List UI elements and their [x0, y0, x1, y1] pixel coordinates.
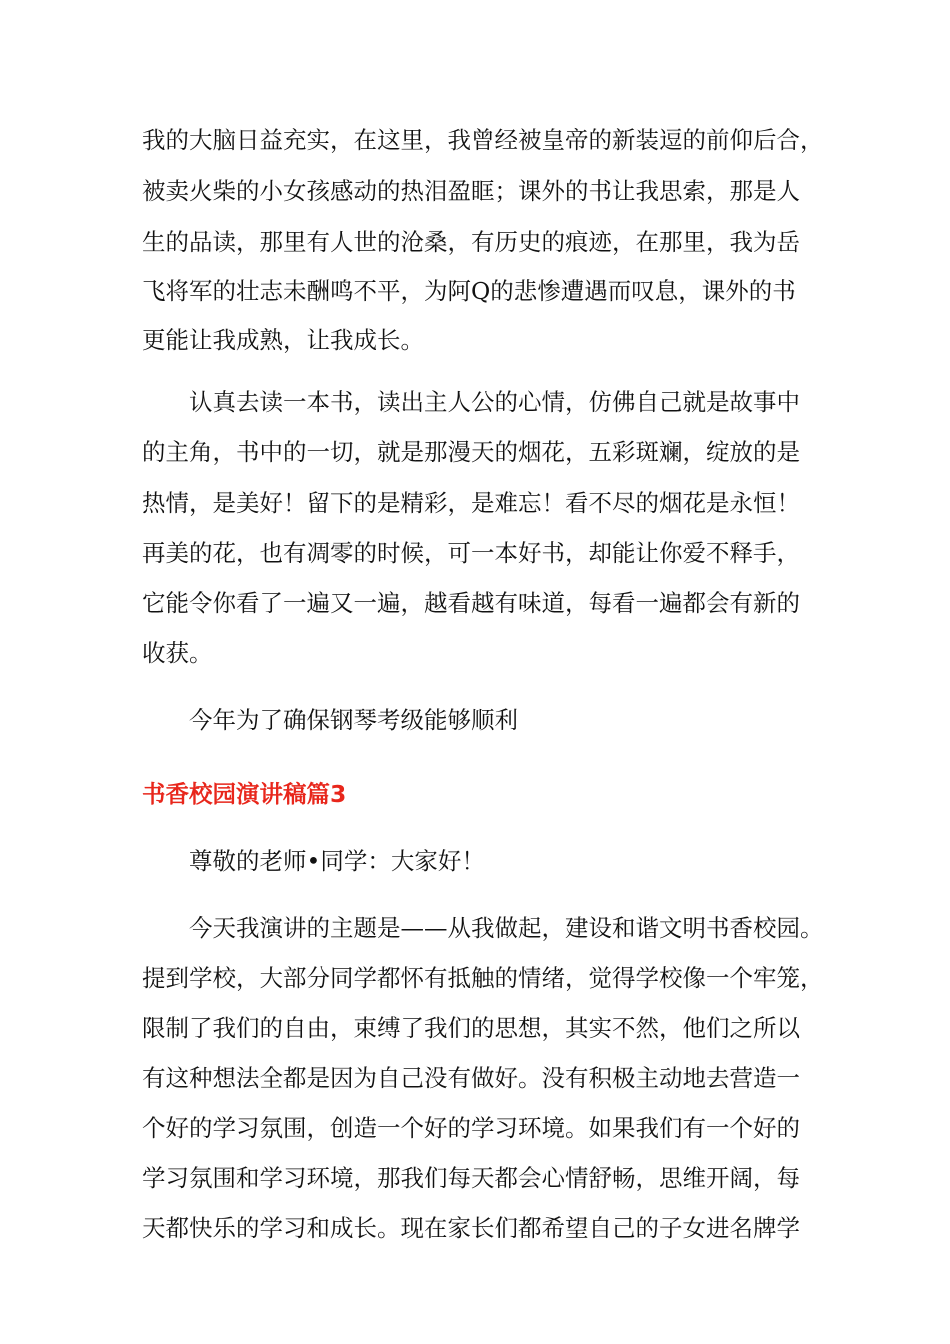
section-heading: 书香校园演讲稿篇3 [142, 780, 347, 808]
paragraph-4-line-6: 学习氛围和学习环境，那我们每天都会心情舒畅，思维开阔，每 [142, 1164, 800, 1192]
paragraph-2-line-1: 认真去读一本书，读出主人公的心情，仿佛自己就是故事中 [189, 388, 800, 416]
paragraph-1-line-4: 飞将军的壮志未酬鸣不平，为阿Q的悲惨遭遇而叹息，课外的书 [142, 277, 796, 305]
paragraph-4-line-2: 提到学校，大部分同学都怀有抵触的情绪，觉得学校像一个牢笼， [142, 964, 824, 992]
paragraph-2-line-2: 的主角，书中的一切，就是那漫天的烟花，五彩斑斓，绽放的是 [142, 438, 800, 466]
greeting: 尊敬的老师•同学：大家好！ [189, 847, 485, 875]
paragraph-3: 今年为了确保钢琴考级能够顺利 [189, 706, 518, 734]
paragraph-1-line-3: 生的品读，那里有人世的沧桑，有历史的痕迹，在那里，我为岳 [142, 228, 800, 256]
paragraph-2-line-5: 它能令你看了一遍又一遍，越看越有味道，每看一遍都会有新的 [142, 589, 800, 617]
paragraph-4-line-1: 今天我演讲的主题是——从我做起，建设和谐文明书香校园。 [189, 914, 824, 942]
paragraph-1-line-1: 我的大脑日益充实，在这里，我曾经被皇帝的新装逗的前仰后合， [142, 126, 824, 154]
paragraph-1-line-2: 被卖火柴的小女孩感动的热泪盈眶；课外的书让我思索，那是人 [142, 177, 800, 205]
paragraph-4-line-5: 个好的学习氛围，创造一个好的学习环境。如果我们有一个好的 [142, 1114, 800, 1142]
paragraph-4-line-3: 限制了我们的自由，束缚了我们的思想，其实不然，他们之所以 [142, 1014, 800, 1042]
paragraph-2-line-3: 热情，是美好！留下的是精彩，是难忘！看不尽的烟花是永恒！ [142, 489, 800, 517]
paragraph-2-line-6: 收获。 [142, 639, 213, 667]
paragraph-1-line-5: 更能让我成熟，让我成长。 [142, 326, 424, 354]
paragraph-2-line-4: 再美的花，也有凋零的时候，可一本好书，却能让你爱不释手， [142, 539, 800, 567]
paragraph-4-line-4: 有这种想法全都是因为自己没有做好。没有积极主动地去营造一 [142, 1064, 800, 1092]
paragraph-4-line-7: 天都快乐的学习和成长。现在家长们都希望自己的子女进名牌学 [142, 1214, 800, 1242]
